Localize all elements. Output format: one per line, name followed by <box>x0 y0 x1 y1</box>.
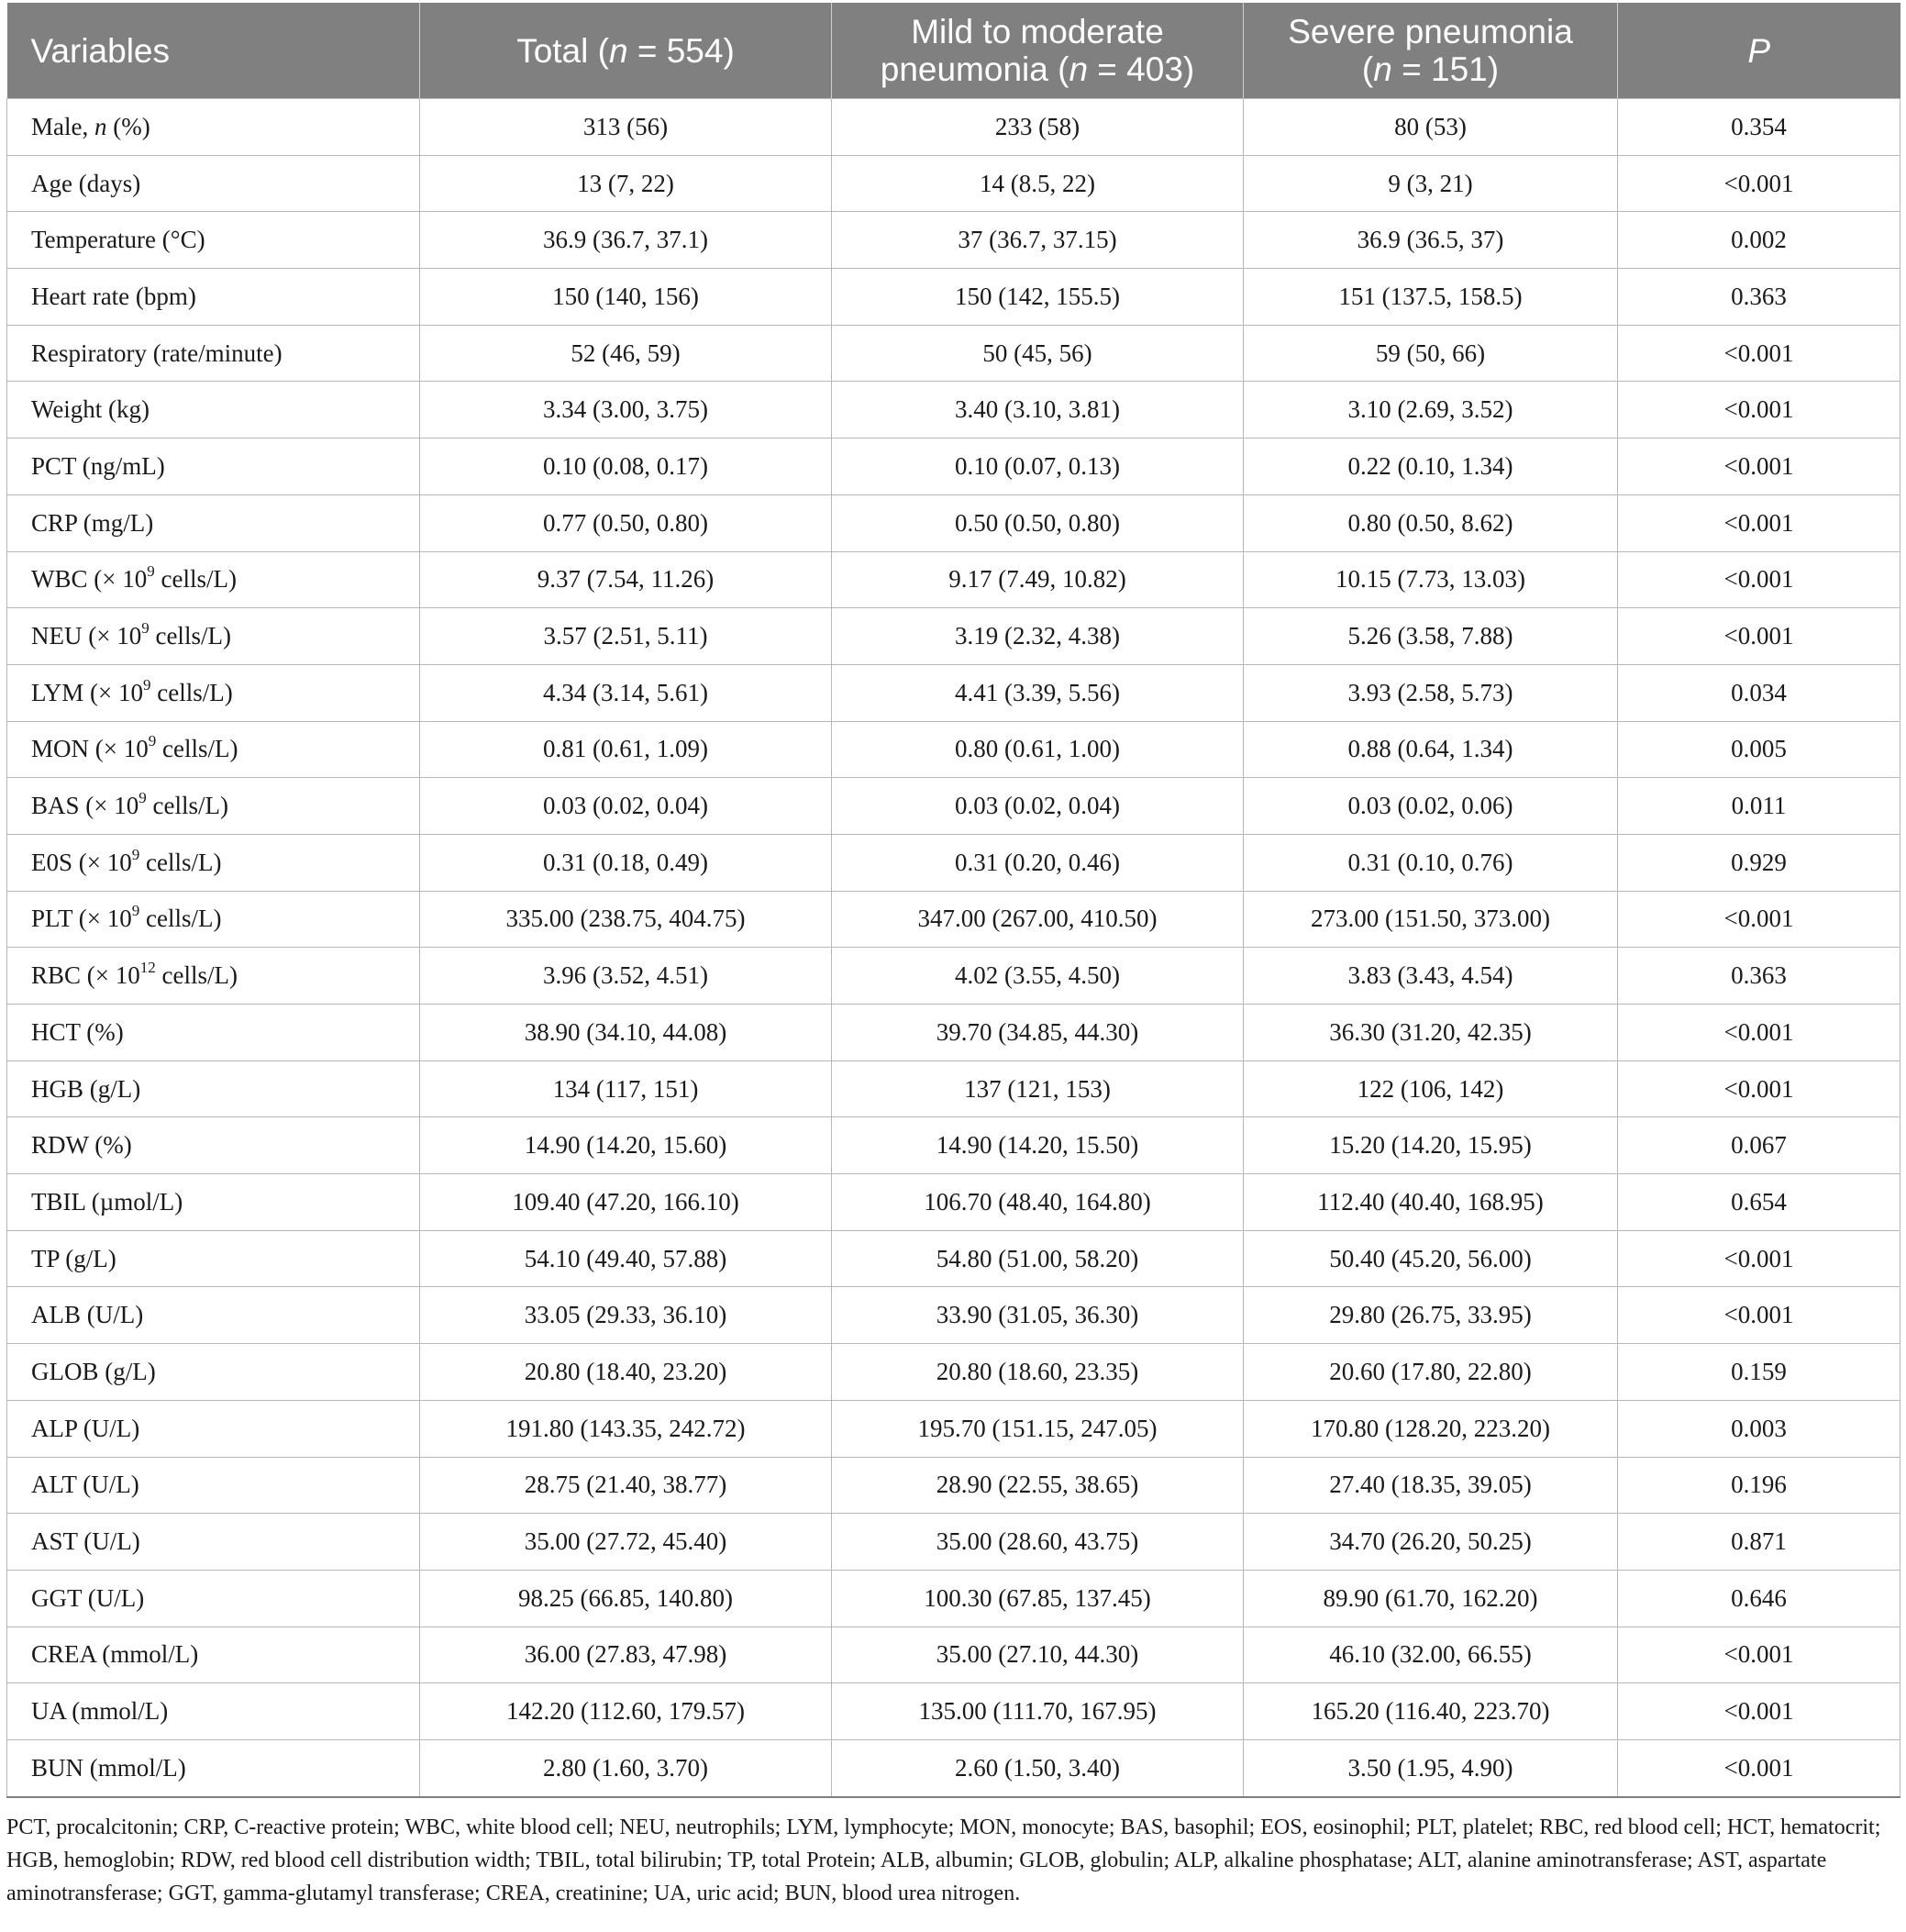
severe-cell: 5.26 (3.58, 7.88) <box>1244 608 1618 665</box>
p-value-cell: 0.159 <box>1618 1344 1900 1401</box>
severe-cell: 3.93 (2.58, 5.73) <box>1244 664 1618 721</box>
variable-cell: ALP (U/L) <box>7 1400 420 1457</box>
severe-cell: 0.03 (0.02, 0.06) <box>1244 778 1618 835</box>
mild-moderate-cell: 347.00 (267.00, 410.50) <box>832 891 1244 948</box>
severe-cell: 3.83 (3.43, 4.54) <box>1244 948 1618 1005</box>
table-row <box>7 834 1900 891</box>
severe-cell: 0.22 (0.10, 1.34) <box>1244 439 1618 495</box>
table-row <box>7 439 1900 495</box>
variable-cell: LYM (× $10^9$ cells/L) <box>7 664 420 721</box>
mild-moderate-cell: 100.30 (67.85, 137.45) <box>832 1570 1244 1627</box>
severe-cell: 151 (137.5, 158.5) <box>1244 269 1618 326</box>
mild-moderate-cell: 50 (45, 56) <box>832 325 1244 382</box>
variable-cell: Male, n (%) <box>7 99 420 156</box>
severe-cell: 29.80 (26.75, 33.95) <box>1244 1287 1618 1344</box>
p-value-cell: <0.001 <box>1618 1005 1900 1061</box>
total-cell: 28.75 (21.40, 38.77) <box>420 1457 832 1514</box>
total-cell: 150 (140, 156) <box>420 269 832 326</box>
variable-cell: UA (mmol/L) <box>7 1683 420 1740</box>
variable-cell: BAS (× $10^9$ cells/L) <box>7 778 420 835</box>
header-row <box>7 3 1900 99</box>
table-row <box>7 382 1900 439</box>
total-cell: 4.34 (3.14, 5.61) <box>420 664 832 721</box>
p-value-cell: 0.654 <box>1618 1174 1900 1231</box>
mild-moderate-cell: 4.02 (3.55, 4.50) <box>832 948 1244 1005</box>
p-value-cell: <0.001 <box>1618 551 1900 608</box>
table-row <box>7 551 1900 608</box>
variable-cell: AST (U/L) <box>7 1514 420 1571</box>
table-row <box>7 721 1900 778</box>
header-variables: Variables <box>7 3 420 99</box>
severe-cell: 10.15 (7.73, 13.03) <box>1244 551 1618 608</box>
total-cell: 13 (7, 22) <box>420 155 832 212</box>
variable-cell: HGB (g/L) <box>7 1060 420 1117</box>
total-cell: 109.40 (47.20, 166.10) <box>420 1174 832 1231</box>
table-row <box>7 778 1900 835</box>
total-cell: 36.9 (36.7, 37.1) <box>420 212 832 269</box>
header-mild-moderate: Mild to moderate pneumonia (n = 403) <box>832 3 1244 99</box>
mild-moderate-cell: 54.80 (51.00, 58.20) <box>832 1230 1244 1287</box>
severe-cell: 0.31 (0.10, 0.76) <box>1244 834 1618 891</box>
total-cell: 54.10 (49.40, 57.88) <box>420 1230 832 1287</box>
total-cell: 9.37 (7.54, 11.26) <box>420 551 832 608</box>
severe-cell: 3.50 (1.95, 4.90) <box>1244 1739 1618 1796</box>
table-row <box>7 1683 1900 1740</box>
variable-cell: Temperature (°C) <box>7 212 420 269</box>
table-row <box>7 1005 1900 1061</box>
variable-cell: PLT (× $10^9$ cells/L) <box>7 891 420 948</box>
mild-moderate-cell: 106.70 (48.40, 164.80) <box>832 1174 1244 1231</box>
p-value-cell: 0.354 <box>1618 99 1900 156</box>
table-row <box>7 1457 1900 1514</box>
p-value-cell: <0.001 <box>1618 1627 1900 1683</box>
severe-cell: 3.10 (2.69, 3.52) <box>1244 382 1618 439</box>
mild-moderate-cell: 150 (142, 155.5) <box>832 269 1244 326</box>
mild-moderate-cell: 0.03 (0.02, 0.04) <box>832 778 1244 835</box>
total-cell: 2.80 (1.60, 3.70) <box>420 1739 832 1796</box>
severe-cell: 27.40 (18.35, 39.05) <box>1244 1457 1618 1514</box>
mild-moderate-cell: 137 (121, 153) <box>832 1060 1244 1117</box>
p-value-cell: <0.001 <box>1618 608 1900 665</box>
severe-cell: 0.80 (0.50, 8.62) <box>1244 494 1618 551</box>
variable-cell: CREA (mmol/L) <box>7 1627 420 1683</box>
p-value-cell: <0.001 <box>1618 494 1900 551</box>
total-cell: 3.57 (2.51, 5.11) <box>420 608 832 665</box>
table-row <box>7 325 1900 382</box>
table-row <box>7 1060 1900 1117</box>
severe-cell: 170.80 (128.20, 223.20) <box>1244 1400 1618 1457</box>
total-cell: 33.05 (29.33, 36.10) <box>420 1287 832 1344</box>
variable-cell: Age (days) <box>7 155 420 212</box>
variable-cell: TP (g/L) <box>7 1230 420 1287</box>
mild-moderate-cell: 9.17 (7.49, 10.82) <box>832 551 1244 608</box>
variable-cell: NEU (× $10^9$ cells/L) <box>7 608 420 665</box>
mild-moderate-cell: 195.70 (151.15, 247.05) <box>832 1400 1244 1457</box>
total-cell: 3.34 (3.00, 3.75) <box>420 382 832 439</box>
total-cell: 142.20 (112.60, 179.57) <box>420 1683 832 1740</box>
p-value-cell: <0.001 <box>1618 1683 1900 1740</box>
variable-cell: ALB (U/L) <box>7 1287 420 1344</box>
variable-cell: GGT (U/L) <box>7 1570 420 1627</box>
mild-moderate-cell: 135.00 (111.70, 167.95) <box>832 1683 1244 1740</box>
total-cell: 0.31 (0.18, 0.49) <box>420 834 832 891</box>
p-value-cell: <0.001 <box>1618 439 1900 495</box>
total-cell: 98.25 (66.85, 140.80) <box>420 1570 832 1627</box>
severe-cell: 122 (106, 142) <box>1244 1060 1618 1117</box>
table-body <box>7 99 1900 1797</box>
total-cell: 313 (56) <box>420 99 832 156</box>
header-total: Total (n = 554) <box>420 3 832 99</box>
header-severe: Severe pneumonia (n = 151) <box>1244 3 1618 99</box>
mild-moderate-cell: 233 (58) <box>832 99 1244 156</box>
mild-moderate-cell: 35.00 (28.60, 43.75) <box>832 1514 1244 1571</box>
mild-moderate-cell: 0.50 (0.50, 0.80) <box>832 494 1244 551</box>
p-value-cell: <0.001 <box>1618 325 1900 382</box>
table-row <box>7 1400 1900 1457</box>
mild-moderate-cell: 20.80 (18.60, 23.35) <box>832 1344 1244 1401</box>
table-row <box>7 269 1900 326</box>
severe-cell: 50.40 (45.20, 56.00) <box>1244 1230 1618 1287</box>
table-row <box>7 1627 1900 1683</box>
p-value-cell: <0.001 <box>1618 891 1900 948</box>
variable-cell: Respiratory (rate/minute) <box>7 325 420 382</box>
variable-cell: ALT (U/L) <box>7 1457 420 1514</box>
mild-moderate-cell: 3.40 (3.10, 3.81) <box>832 382 1244 439</box>
table-row <box>7 608 1900 665</box>
total-cell: 0.10 (0.08, 0.17) <box>420 439 832 495</box>
p-value-cell: 0.363 <box>1618 269 1900 326</box>
mild-moderate-cell: 3.19 (2.32, 4.38) <box>832 608 1244 665</box>
mild-moderate-cell: 14.90 (14.20, 15.50) <box>832 1117 1244 1174</box>
variable-cell: RDW (%) <box>7 1117 420 1174</box>
total-cell: 20.80 (18.40, 23.20) <box>420 1344 832 1401</box>
p-value-cell: 0.034 <box>1618 664 1900 721</box>
p-value-cell: <0.001 <box>1618 1060 1900 1117</box>
total-cell: 0.77 (0.50, 0.80) <box>420 494 832 551</box>
variable-cell: WBC (× $10^9$ cells/L) <box>7 551 420 608</box>
severe-cell: 36.30 (31.20, 42.35) <box>1244 1005 1618 1061</box>
p-value-cell: <0.001 <box>1618 382 1900 439</box>
p-value-cell: 0.646 <box>1618 1570 1900 1627</box>
p-value-cell: <0.001 <box>1618 155 1900 212</box>
total-cell: 134 (117, 151) <box>420 1060 832 1117</box>
mild-moderate-cell: 4.41 (3.39, 5.56) <box>832 664 1244 721</box>
p-value-cell: <0.001 <box>1618 1287 1900 1344</box>
variable-cell: Weight (kg) <box>7 382 420 439</box>
characteristics-table <box>6 3 1900 1798</box>
mild-moderate-cell: 39.70 (34.85, 44.30) <box>832 1005 1244 1061</box>
variable-cell: RBC (× $10^{12}$ cells/L) <box>7 948 420 1005</box>
table-row <box>7 494 1900 551</box>
severe-cell: 9 (3, 21) <box>1244 155 1618 212</box>
table-row <box>7 891 1900 948</box>
severe-cell: 46.10 (32.00, 66.55) <box>1244 1627 1618 1683</box>
variable-cell: E0S (× $10^9$ cells/L) <box>7 834 420 891</box>
mild-moderate-cell: 37 (36.7, 37.15) <box>832 212 1244 269</box>
variable-cell: Heart rate (bpm) <box>7 269 420 326</box>
mild-moderate-cell: 0.31 (0.20, 0.46) <box>832 834 1244 891</box>
p-value-cell: 0.003 <box>1618 1400 1900 1457</box>
variable-cell: PCT (ng/mL) <box>7 439 420 495</box>
severe-cell: 112.40 (40.40, 168.95) <box>1244 1174 1618 1231</box>
variable-cell: BUN (mmol/L) <box>7 1739 420 1796</box>
severe-cell: 89.90 (61.70, 162.20) <box>1244 1570 1618 1627</box>
total-cell: 191.80 (143.35, 242.72) <box>420 1400 832 1457</box>
variable-cell: GLOB (g/L) <box>7 1344 420 1401</box>
table-row <box>7 1230 1900 1287</box>
table-row <box>7 1514 1900 1571</box>
severe-cell: 165.20 (116.40, 223.70) <box>1244 1683 1618 1740</box>
variable-cell: CRP (mg/L) <box>7 494 420 551</box>
table-row <box>7 155 1900 212</box>
table-figure <box>6 3 1900 1910</box>
severe-cell: 36.9 (36.5, 37) <box>1244 212 1618 269</box>
table-row <box>7 1570 1900 1627</box>
mild-moderate-cell: 28.90 (22.55, 38.65) <box>832 1457 1244 1514</box>
severe-cell: 273.00 (151.50, 373.00) <box>1244 891 1618 948</box>
table-row <box>7 664 1900 721</box>
table-row <box>7 212 1900 269</box>
severe-cell: 80 (53) <box>1244 99 1618 156</box>
total-cell: 36.00 (27.83, 47.98) <box>420 1627 832 1683</box>
total-cell: 52 (46, 59) <box>420 325 832 382</box>
p-value-cell: 0.871 <box>1618 1514 1900 1571</box>
mild-moderate-cell: 33.90 (31.05, 36.30) <box>832 1287 1244 1344</box>
mild-moderate-cell: 14 (8.5, 22) <box>832 155 1244 212</box>
p-value-cell: 0.067 <box>1618 1117 1900 1174</box>
p-value-cell: 0.011 <box>1618 778 1900 835</box>
table-row <box>7 1117 1900 1174</box>
p-value-cell: 0.002 <box>1618 212 1900 269</box>
variable-cell: HCT (%) <box>7 1005 420 1061</box>
mild-moderate-cell: 0.10 (0.07, 0.13) <box>832 439 1244 495</box>
mild-moderate-cell: 2.60 (1.50, 3.40) <box>832 1739 1244 1796</box>
total-cell: 35.00 (27.72, 45.40) <box>420 1514 832 1571</box>
p-value-cell: 0.196 <box>1618 1457 1900 1514</box>
table-footnote: PCT, procalcitonin; CRP, C-reactive protein; WBC, white blood cell; NEU, neutrophils; LYM, lymphocyte; MON, monocyte; BAS, basophil; EOS, eosinophil; PLT, platelet; RBC, red blood cell; HCT, hematocrit; HGB, hemoglobin; RDW, red blood cell distribution width; TBIL, total bilirubin; TP, total Protein; ALB, albumin; GLOB, globulin; ALP, alkaline phosphatase; ALT, alanine aminotransferase; AST, aspartate aminotransferase; GGT, gamma-glutamyl transferase; CREA, creatinine; UA, uric acid; BUN, blood urea nitrogen. <box>6 1815 1881 1905</box>
severe-cell: 15.20 (14.20, 15.95) <box>1244 1117 1618 1174</box>
severe-cell: 34.70 (26.20, 50.25) <box>1244 1514 1618 1571</box>
table-row <box>7 99 1900 156</box>
table-row <box>7 1739 1900 1796</box>
mild-moderate-cell: 35.00 (27.10, 44.30) <box>832 1627 1244 1683</box>
table-row <box>7 1174 1900 1231</box>
total-cell: 14.90 (14.20, 15.60) <box>420 1117 832 1174</box>
severe-cell: 20.60 (17.80, 22.80) <box>1244 1344 1618 1401</box>
p-value-cell: 0.005 <box>1618 721 1900 778</box>
variable-cell: TBIL (µmol/L) <box>7 1174 420 1231</box>
total-cell: 0.03 (0.02, 0.04) <box>420 778 832 835</box>
p-value-cell: <0.001 <box>1618 1230 1900 1287</box>
variable-cell: MON (× $10^9$ cells/L) <box>7 721 420 778</box>
p-value-cell: 0.363 <box>1618 948 1900 1005</box>
header-p-value: P <box>1618 3 1900 99</box>
total-cell: 0.81 (0.61, 1.09) <box>420 721 832 778</box>
total-cell: 3.96 (3.52, 4.51) <box>420 948 832 1005</box>
p-value-cell: <0.001 <box>1618 1739 1900 1796</box>
table-row <box>7 1287 1900 1344</box>
severe-cell: 0.88 (0.64, 1.34) <box>1244 721 1618 778</box>
total-cell: 38.90 (34.10, 44.08) <box>420 1005 832 1061</box>
table-row <box>7 1344 1900 1401</box>
p-value-cell: 0.929 <box>1618 834 1900 891</box>
severe-cell: 59 (50, 66) <box>1244 325 1618 382</box>
table-row <box>7 948 1900 1005</box>
mild-moderate-cell: 0.80 (0.61, 1.00) <box>832 721 1244 778</box>
total-cell: 335.00 (238.75, 404.75) <box>420 891 832 948</box>
